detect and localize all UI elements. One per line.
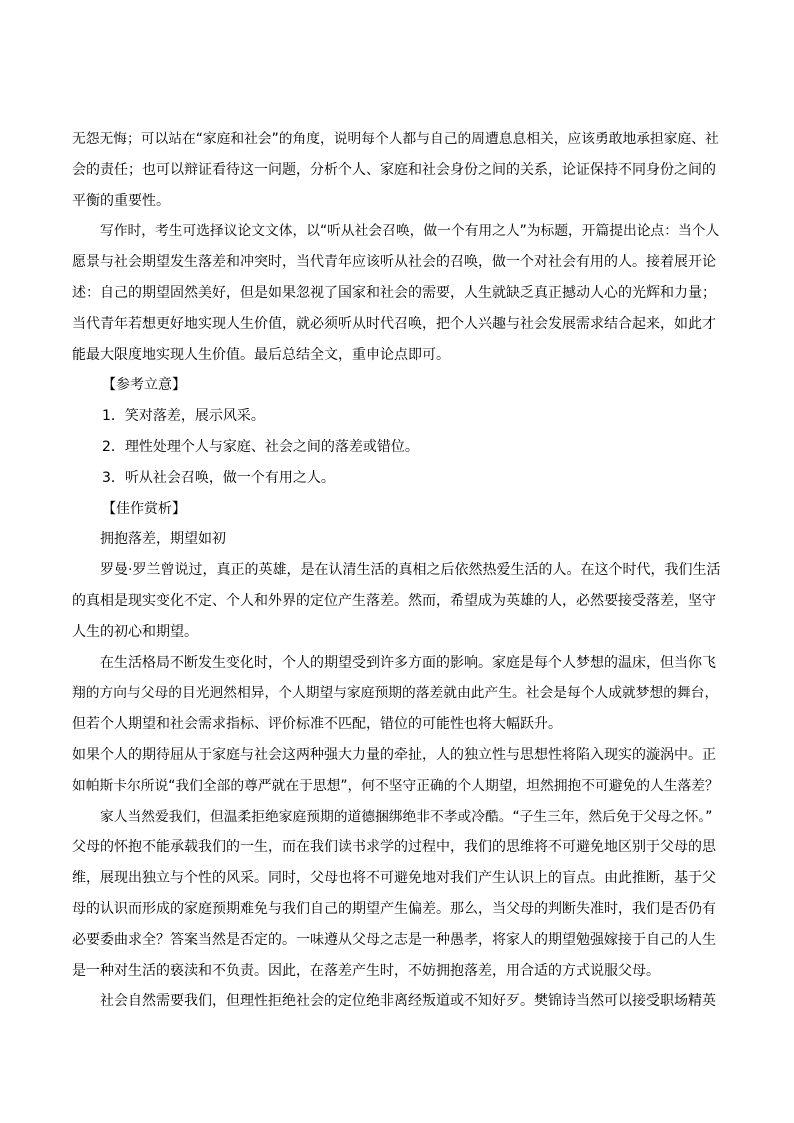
essay-title: 拥抱落差，期望如初 bbox=[100, 531, 226, 548]
text-line: 无怨无悔；可以站在“家庭和社会”的角度，说明每个人都与自己的周遭息息相关，应该勇敢地承担家庭、社 bbox=[72, 131, 719, 147]
list-item: 2．理性处理个人与家庭、社会之间的落差或错位。 bbox=[102, 438, 419, 455]
text-line: 必要委曲求全？答案当然是否定的。一味遵从父母之志是一种愚孝，将家人的期望勉强嫁接于自己的人生 bbox=[72, 931, 716, 948]
text-line: 会的责任；也可以辩证看待这一问题，分析个人、家庭和社会身份之间的关系，论证保持不同身份之间的 bbox=[72, 161, 716, 178]
text-line: 但若个人期望和社会需求指标、评价标准不匹配，错位的可能性也将大幅跃升。 bbox=[72, 716, 562, 733]
text-line: 平衡的重要性。 bbox=[72, 192, 170, 209]
text-line: 家人当然爱我们，但温柔拒绝家庭预期的道德捆绑绝非不孝或冷酷。“子生三年，然后免于父母之怀。” bbox=[100, 808, 713, 825]
text-line: 述：自己的期望固然美好，但是如果忽视了国家和社会的需要，人生就缺乏真正撼动人心的光辉和力量； bbox=[72, 284, 716, 301]
text-line: 在生活格局不断发生变化时，个人的期望受到许多方面的影响。家庭是每个人梦想的温床，但当你飞 bbox=[100, 654, 716, 671]
text-line: 是一种对生活的亵渎和不负责。因此，在落差产生时，不妨拥抱落差，用合适的方式说服父母。 bbox=[72, 962, 660, 979]
list-item: 3．听从社会召唤，做一个有用之人。 bbox=[102, 469, 335, 486]
text-line: 写作时，考生可选择议论文文体，以“听从社会召唤，做一个有用之人”为标题，开篇提出论点：当个人 bbox=[100, 223, 720, 240]
text-line: 父母的怀抱不能承载我们的一生，而在我们读书求学的过程中，我们的思维将不可避免地区别于父母的思 bbox=[72, 839, 716, 856]
text-line: 如帕斯卡尔所说“我们全部的尊严就在于思想”，何不坚守正确的个人期望，坦然拥抱不可避免的人生落差？ bbox=[72, 777, 719, 794]
text-line: 如果个人的期待屈从于家庭与社会这两种强大力量的牵扯，人的独立性与思想性将陷入现实的漩涡中。正 bbox=[72, 746, 716, 763]
text-line: 维，展现出独立与个性的风采。同时，父母也将不可避免地对我们产生认识上的盲点。由此推断，基于父 bbox=[72, 870, 716, 887]
text-line: 愿景与社会期望发生落差和冲突时，当代青年应该听从社会的召唤，做一个对社会有用的人。接着展开论 bbox=[72, 254, 716, 271]
text-line: 人生的初心和期望。 bbox=[72, 623, 198, 640]
text-line: 能最大限度地实现人生价值。最后总结全文，重申论点即可。 bbox=[72, 346, 450, 363]
text-line: 罗曼·罗兰曾说过，真正的英雄，是在认清生活的真相之后依然热爱生活的人。在这个时代，我们生活 bbox=[100, 562, 721, 579]
section-heading-reference: 【参考立意】 bbox=[102, 377, 186, 394]
list-item: 1．笑对落差，展示风采。 bbox=[102, 408, 265, 425]
document-body bbox=[72, 124, 722, 1017]
text-line: 当代青年若想更好地实现人生价值，就必须听从时代召唤，把个人兴趣与社会发展需求结合起来，如此才 bbox=[72, 315, 716, 332]
text-line: 母的认识而形成的家庭预期难免与我们自己的期望产生偏差。那么，当父母的判断失准时，我们是否仍有 bbox=[72, 900, 716, 917]
text-line: 的真相是现实变化不定、个人和外界的定位产生落差。然而，希望成为英雄的人，必然要接受落差，坚守 bbox=[72, 592, 716, 609]
text-line: 社会自然需要我们，但理性拒绝社会的定位绝非离经叛道或不知好歹。樊锦诗当然可以接受职场精英 bbox=[100, 993, 716, 1010]
section-heading-essay: 【佳作赏析】 bbox=[102, 500, 186, 517]
text-line: 翔的方向与父母的目光迥然相异，个人期望与家庭预期的落差就由此产生。社会是每个人成就梦想的舞台， bbox=[72, 685, 719, 702]
